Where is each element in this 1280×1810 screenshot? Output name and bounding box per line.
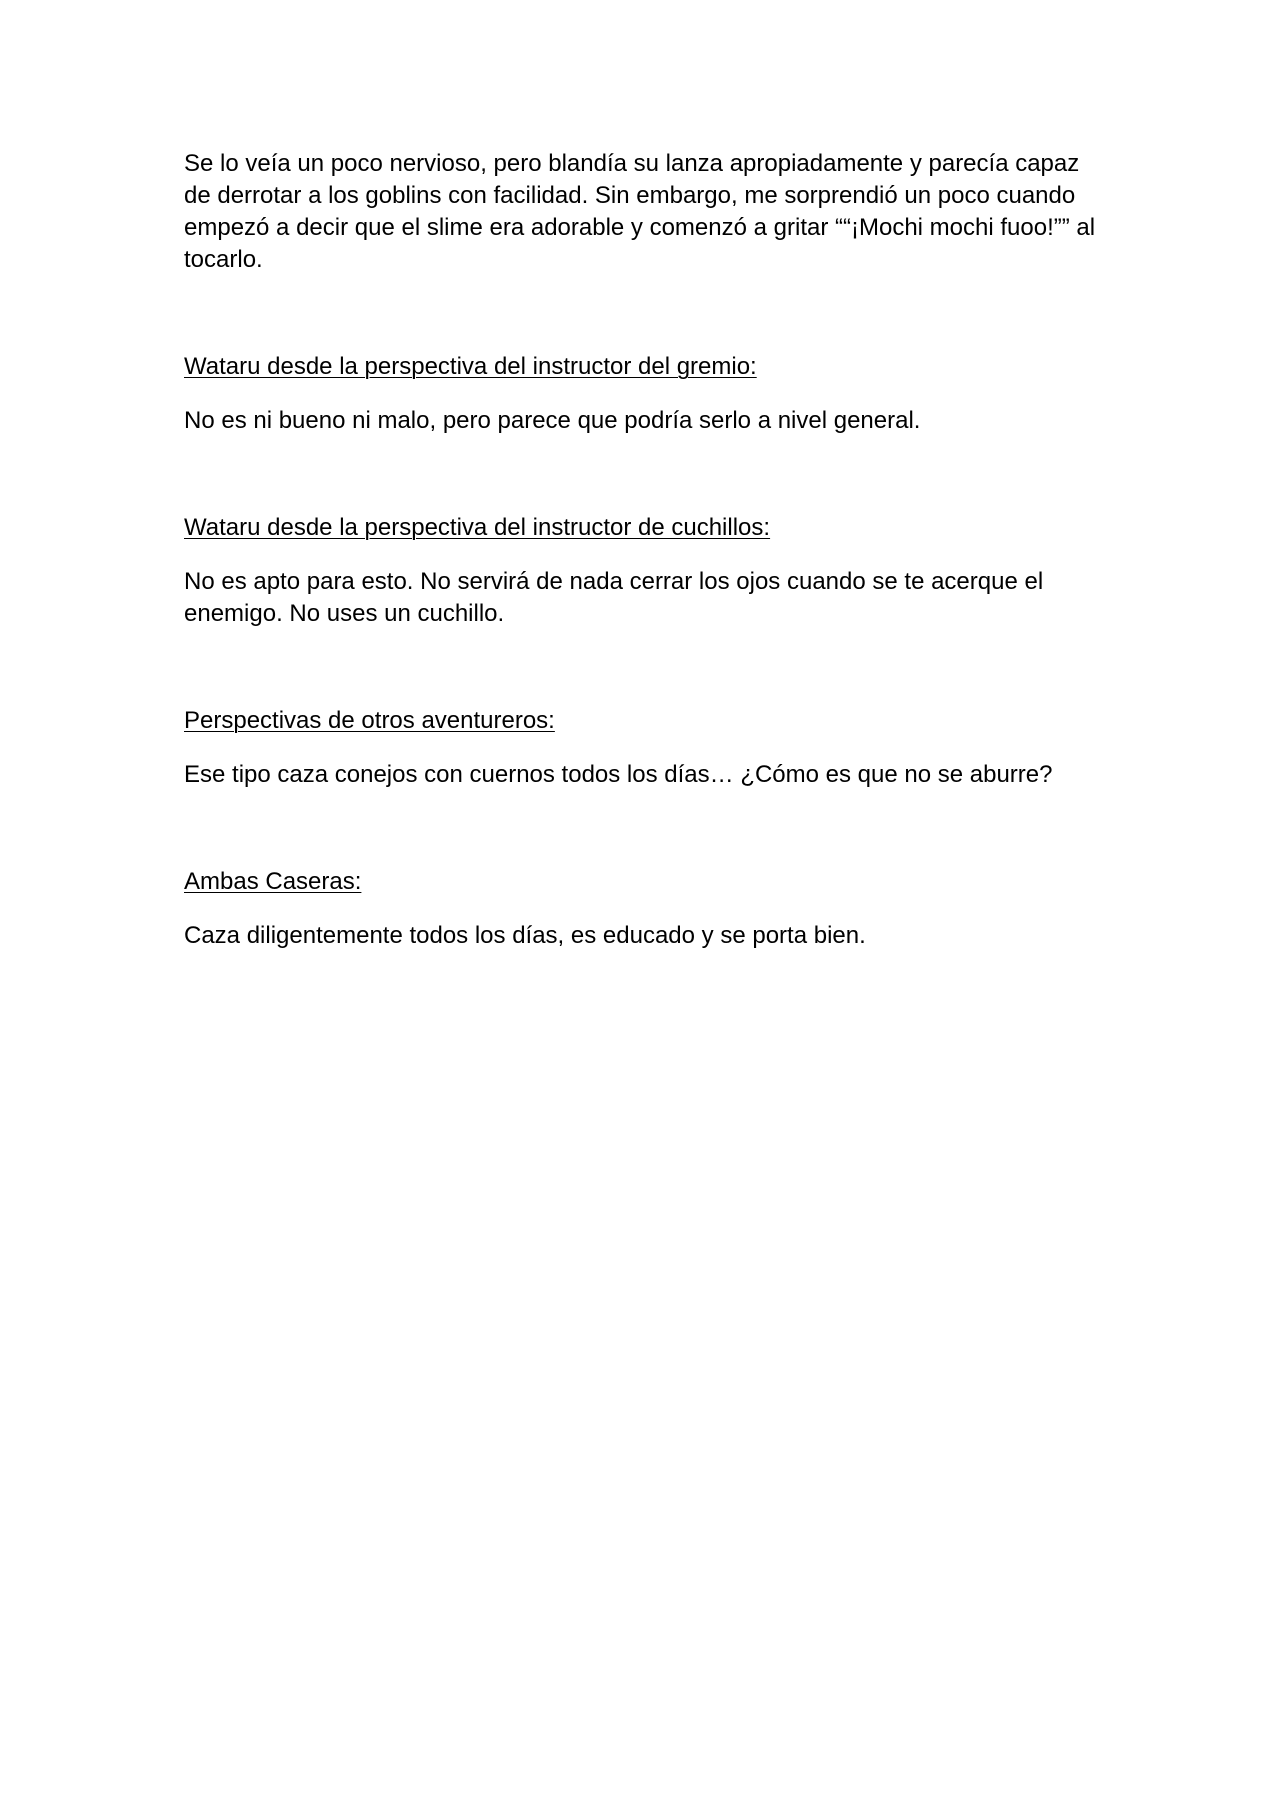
- section-heading: Wataru desde la perspectiva del instructor del gremio:: [184, 353, 757, 380]
- section-heading: Wataru desde la perspectiva del instructor de cuchillos:: [184, 514, 771, 541]
- section-heading: Ambas Caseras:: [184, 868, 362, 895]
- section-text: Ese tipo caza conejos con cuernos todos los días… ¿Cómo es que no se aburre?: [184, 761, 1053, 788]
- section-text: Caza diligentemente todos los días, es educado y se porta bien.: [184, 922, 866, 949]
- section-landladies: [184, 866, 1100, 952]
- section-knife-instructor: [184, 512, 1100, 630]
- section-guild-instructor: [184, 351, 1100, 437]
- section-other-adventurers: [184, 705, 1100, 791]
- section-text: No es ni bueno ni malo, pero parece que podría serlo a nivel general.: [184, 407, 921, 434]
- document-body: [184, 148, 1100, 952]
- section-text: No es apto para esto. No servirá de nada cerrar los ojos cuando se te acerque el enemigo. No uses un cuchillo.: [184, 568, 1044, 627]
- intro-paragraph: Se lo veía un poco nervioso, pero blandía su lanza apropiadamente y parecía capaz de derrotar a los goblins con facilidad. Sin embargo, me sorprendió un poco cuando empezó a decir que el slime era adorable y comenzó a gritar ““¡Mochi mochi fuoo!”” al tocarlo.: [184, 150, 1096, 273]
- section-heading: Perspectivas de otros aventureros:: [184, 707, 555, 734]
